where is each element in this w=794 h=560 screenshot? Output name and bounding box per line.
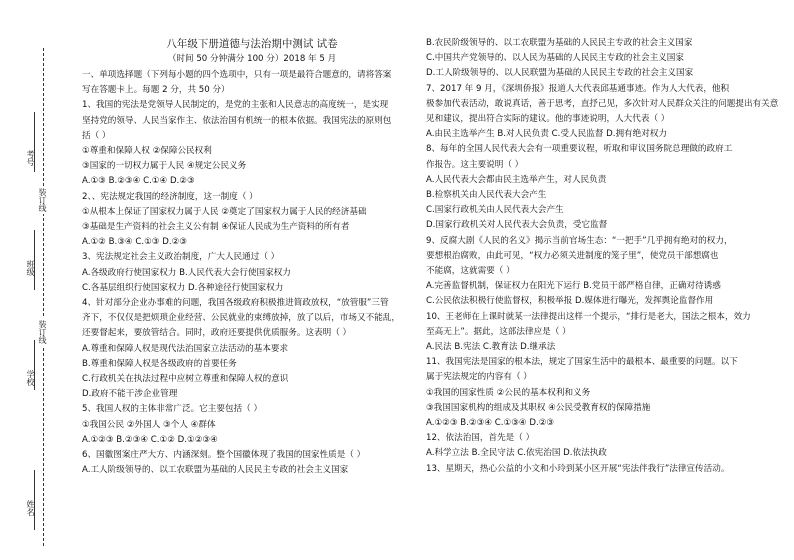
- right-column-line: 10、王老师在上课时就某一法律提出这样一个提示，“排行是老大，国法之根本，效力: [426, 311, 751, 322]
- left-column-line: ③国家的一切权力属于人民 ④规定公民义务: [82, 161, 247, 172]
- right-column-line: B.检察机关由人民代表大会产生: [426, 190, 547, 201]
- left-column-line: A.各级政府行使国家权力 B.人民代表大会行使国家权力: [82, 267, 291, 278]
- left-column-line: ①我国公民 ②外国人 ③个人 ④群体: [82, 419, 216, 430]
- right-column-line: D.国家行政机关对人民代表大会负责，受它监督: [426, 220, 608, 231]
- left-column-line: 一、单项选择题（下列每小题的四个选项中，只有一项是最符合题意的，请将答案: [82, 70, 392, 80]
- left-column-line: 还要督起来，要放管结合。同时，政府还要提供优质服务。这表明（ ）: [82, 328, 352, 339]
- right-column-line: C.国家行政机关由人民代表大会产生: [426, 205, 564, 216]
- left-column-line: 1、我国的宪法是党领导人民制定的，是党的主张和人民意志的高度统一，是实现: [82, 100, 389, 111]
- left-column-line: ①从根本上保证了国家权力属于人民 ②奠定了国家权力属于人民的经济基础: [82, 206, 367, 217]
- left-column-line: D.政府不能干涉企业管理: [82, 389, 178, 400]
- binding-line-label-top: 装订线: [38, 188, 47, 212]
- right-column-line: 不能腐，这就需要（ ）: [426, 266, 515, 277]
- left-column-line: 写在答题卡上。每题 2 分，共 50 分）: [82, 85, 230, 96]
- right-column-line: C.公民依法积极行使监督权，积极举报 D.媒体进行曝光，发挥舆论监督作用: [426, 296, 714, 307]
- left-column-line: 2、、宪法规定我国的经济制度，这一制度（ ）: [82, 191, 258, 202]
- left-column-line: 5、我国人权的主体非常广泛。它主要包括（ ）: [82, 404, 263, 415]
- left-column-line: B.尊重和保障人权是各级政府的首要任务: [82, 358, 237, 369]
- right-column-line: ③我国国家机构的组成及其职权 ④公民受教育权的保障措施: [426, 402, 651, 413]
- right-column-line: 11、我国宪法是国家的根本法，规定了国家生活中的最根本、最重要的问题。以下: [426, 357, 738, 368]
- left-column-line: 3、宪法规定社会主义政治制度，广大人民通过（ ）: [82, 252, 280, 263]
- right-column-line: 见和建议，提出符合实际的建议。他的事迹说明，人大代表（ ）: [426, 114, 670, 125]
- left-column: [82, 68, 422, 478]
- right-column-line: 至高无上”。据此，这部法律应是（ ）: [426, 326, 571, 337]
- binding-margin: [0, 0, 80, 560]
- right-column: [426, 36, 779, 477]
- left-column-line: 6、国徽图案庄严大方、内涵深刻。整个国徽体现了我国的国家性质是（ ）: [82, 450, 366, 461]
- binding-dashed-line: [43, 48, 44, 546]
- xingming-label: 姓名: [26, 500, 35, 516]
- banji-label: 班级: [26, 260, 35, 276]
- right-column-line: A.民法 B.宪法 C.教育法 D.继承法: [426, 342, 556, 353]
- right-column-line: 7、2017 年 9 月，《深圳侨报》报道人大代表邱基通事迹。作为人大代表，他积: [426, 83, 730, 94]
- left-column-line: C.各基层组织行使国家权力 D.各种途径行使国家权力: [82, 282, 284, 293]
- right-column-line: 要想根治腐败，由此可见，“权力必须关进制度的笼子里”，使党员干部想腐也: [426, 250, 719, 261]
- right-column-line: 8、每年的全国人民代表大会有一项重要议程，听取和审议国务院总理做的政府工: [426, 144, 733, 155]
- right-column-line: 属于宪法规定的内容有（ ）: [426, 372, 532, 383]
- left-column-line: ③基础是生产资料的社会主义公有制 ④保证人民成为生产资料的所有者: [82, 222, 350, 233]
- right-column-line: A.完善监督机制，保证权力在阳光下运行 B.党员干部严格自律，正确对待诱惑: [426, 281, 721, 292]
- right-column-line: 12、依法治国，首先是（ ）: [426, 433, 535, 444]
- right-column-line: A.人民代表大会都由民主选举产生，对人民负责: [426, 174, 607, 185]
- left-column-line: A.①②③ B.②③④ C.①② D.①②③④: [82, 434, 218, 445]
- right-column-line: 9、反腐大剧《人民的名义》揭示当前官场生态：“一把手”几乎拥有绝对的权力，: [426, 235, 733, 246]
- left-column-line: 齐下，不仅仅是把烦琐企业经营、公民就业的束缚放掉，放了以后，市场又不能乱，: [82, 313, 400, 324]
- right-column-line: A.由民主选举产生 B.对人民负责 C.受人民监督 D.拥有绝对权力: [426, 129, 668, 140]
- kaohao-label: 考号: [26, 150, 35, 166]
- right-column-line: A.科学立法 B.全民守法 C.依宪治国 D.依法执政: [426, 448, 607, 459]
- left-column-line: A.工人阶级领导的、以工农联盟为基础的人民民主专政的社会主义国家: [82, 465, 349, 476]
- left-column-line: 4、针对部分企业办事难的问题，我国各级政府积极推进简政放权，“放管服”三管: [82, 298, 389, 309]
- right-column-line: 作报告。这主要说明（ ）: [426, 159, 524, 170]
- right-column-line: B.农民阶级领导的、以工农联盟为基础的人民民主专政的社会主义国家: [426, 38, 693, 48]
- left-column-line: ①尊重和保障人权 ②保障公民权利: [82, 146, 212, 157]
- right-column-line: 13、星期天，热心公益的小文和小玲到某小区开展“宪法伴我行”法律宣传活动。: [426, 463, 730, 474]
- right-column-line: D.工人阶级领导的、以人民联盟为基础的人民民主专政的社会主义国家: [426, 68, 694, 79]
- right-column-line: ①我国的国家性质 ②公民的基本权利和义务: [426, 387, 591, 398]
- right-column-line: C.中国共产党领导的、以人民为基础的人民民主专政的社会主义国家: [426, 53, 684, 64]
- xuexiao-label: 学校: [26, 370, 35, 386]
- exam-title: 八年级下册道德与法治期中测试 试卷: [166, 38, 338, 50]
- right-column-line: A.①②③ B.②③④ C.①③④ D.②③: [426, 418, 555, 429]
- left-column-line: C.行政机关在执法过程中应树立尊重和保障人权的意识: [82, 374, 289, 385]
- left-column-line: A.尊重和保障人权是现代法治国家立法活动的基本要求: [82, 343, 289, 354]
- left-column-line: A.①③ B.②③④ C.①④ D.②③: [82, 176, 195, 187]
- left-column-line: A.①② B.③④ C.①③ D.②③: [82, 237, 187, 248]
- right-column-line: 极参加代表活动，敢说真话，善于思考，直抒己见，多次针对人民群众关注的问题提出有关意: [426, 98, 779, 109]
- binding-line-label-middle: 装订线: [38, 320, 47, 344]
- left-column-line: 括（ ）: [82, 130, 111, 141]
- exam-subtitle: （时间 50 分钟满分 100 分）2018 年 5 月: [167, 54, 337, 64]
- left-column-line: 坚持党的领导、人民当家作主、依法治国有机统一的根本依据。我国宪法的原则包: [82, 115, 392, 126]
